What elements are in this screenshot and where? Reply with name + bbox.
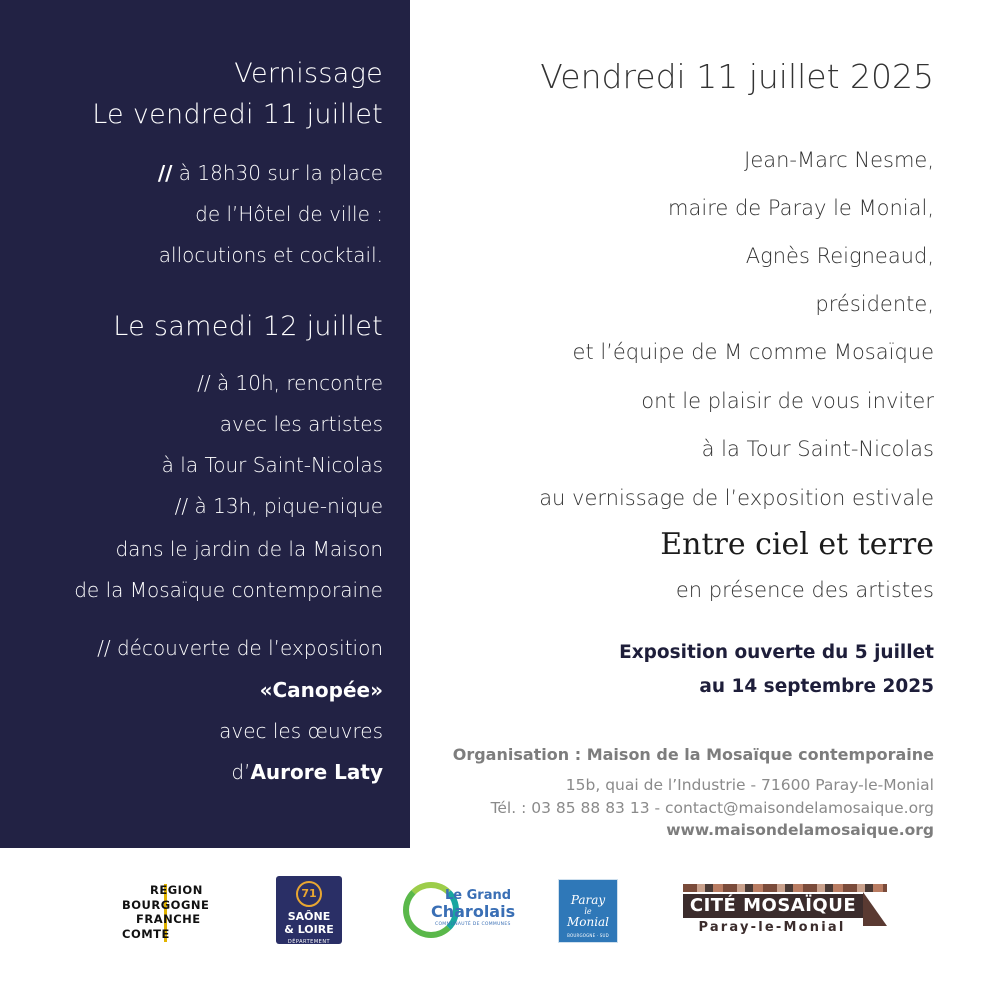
saturday-line: dans le jardin de la Maison bbox=[115, 537, 383, 561]
saone-sub: DÉPARTEMENT bbox=[287, 939, 331, 945]
region-text: FRANCHE bbox=[136, 912, 201, 926]
exhibition-title: Entre ciel et terre bbox=[660, 527, 934, 562]
cite-main-text: CITÉ MOSAÏQUE bbox=[683, 894, 863, 918]
charolais-text: Charolais bbox=[431, 902, 516, 921]
event-date: Vendredi 11 juillet 2025 bbox=[540, 57, 934, 96]
friday-line-text: à 18h30 sur la place bbox=[178, 161, 383, 185]
artist-name: Aurore Laty bbox=[250, 760, 383, 784]
saturday-heading: Le samedi 12 juillet bbox=[113, 311, 383, 342]
friday-line: allocutions et cocktail. bbox=[158, 243, 383, 267]
charolais-sub: COMMUNAUTÉ DE COMMUNES bbox=[435, 922, 511, 927]
cite-mosaique-logo bbox=[683, 884, 887, 942]
invite-line: présidente, bbox=[815, 292, 934, 316]
cite-triangle-icon bbox=[863, 892, 887, 926]
charolais-text: Le Grand bbox=[445, 888, 512, 903]
saturday-line: // à 13h, pique-nique bbox=[174, 494, 383, 518]
region-text: BOURGOGNE bbox=[122, 897, 210, 912]
friday-heading: Le vendredi 11 juillet bbox=[92, 99, 383, 130]
discovery-line: // découverte de l’exposition bbox=[97, 636, 383, 660]
exhibition-dates: au 14 septembre 2025 bbox=[699, 676, 934, 697]
cite-sub-text: Paray-le-Monial bbox=[698, 920, 846, 935]
friday-line bbox=[158, 161, 383, 185]
organisation-line: Organisation : Maison de la Mosaïque contemporaine bbox=[452, 745, 934, 764]
presence-line: en présence des artistes bbox=[675, 578, 934, 602]
saturday-line: avec les artistes bbox=[219, 412, 383, 436]
paray-sub: BOURGOGNE · SUD bbox=[567, 933, 609, 938]
paray-text: Monial bbox=[566, 915, 610, 929]
works-line: avec les œuvres bbox=[219, 719, 383, 743]
address-line: 15b, quai de l’Industrie - 71600 Paray-le-Monial bbox=[565, 776, 934, 794]
invite-line: maire de Paray le Monial, bbox=[668, 196, 934, 220]
invite-line: Jean-Marc Nesme, bbox=[744, 148, 934, 172]
contact-line: Tél. : 03 85 88 83 13 - contact@maisondelamosaique.org bbox=[490, 799, 934, 817]
invite-line: Agnès Reigneaud, bbox=[745, 244, 934, 268]
canopee-title: «Canopée» bbox=[259, 678, 383, 702]
saturday-line: de la Mosaïque contemporaine bbox=[74, 578, 383, 602]
paray-text: le bbox=[584, 907, 592, 916]
paray-text: Paray bbox=[570, 893, 606, 907]
slash-mark: // bbox=[157, 161, 173, 185]
friday-line: de l’Hôtel de ville : bbox=[195, 202, 383, 226]
region-text: COMTE bbox=[122, 926, 170, 941]
exhibition-dates: Exposition ouverte du 5 juillet bbox=[619, 642, 934, 663]
website-link[interactable]: www.maisondelamosaique.org bbox=[666, 821, 934, 839]
artist-line bbox=[231, 760, 383, 784]
invite-line: au vernissage de l’exposition estivale bbox=[539, 486, 934, 510]
paray-le-monial-logo bbox=[558, 879, 618, 943]
mosaic-strip bbox=[683, 884, 887, 892]
saone-text: & LOIRE bbox=[284, 923, 334, 936]
region-text: REGION bbox=[150, 883, 203, 897]
vernissage-title: Vernissage bbox=[234, 58, 383, 89]
invite-line: et l’équipe de M comme Mosaïque bbox=[572, 340, 934, 364]
invite-line: ont le plaisir de vous inviter bbox=[641, 389, 934, 413]
saturday-line: // à 10h, rencontre bbox=[197, 371, 383, 395]
artist-prefix: d’ bbox=[231, 760, 251, 784]
invite-line: à la Tour Saint-Nicolas bbox=[701, 437, 934, 461]
left-panel bbox=[0, 0, 410, 848]
saturday-line: à la Tour Saint-Nicolas bbox=[161, 453, 383, 477]
grand-charolais-logo bbox=[403, 880, 516, 946]
saone-et-loire-logo bbox=[276, 876, 342, 944]
saone-text: SAÔNE bbox=[287, 910, 331, 923]
region-bourgogne-logo bbox=[122, 883, 212, 945]
saone-emblem: 71 bbox=[296, 881, 322, 907]
